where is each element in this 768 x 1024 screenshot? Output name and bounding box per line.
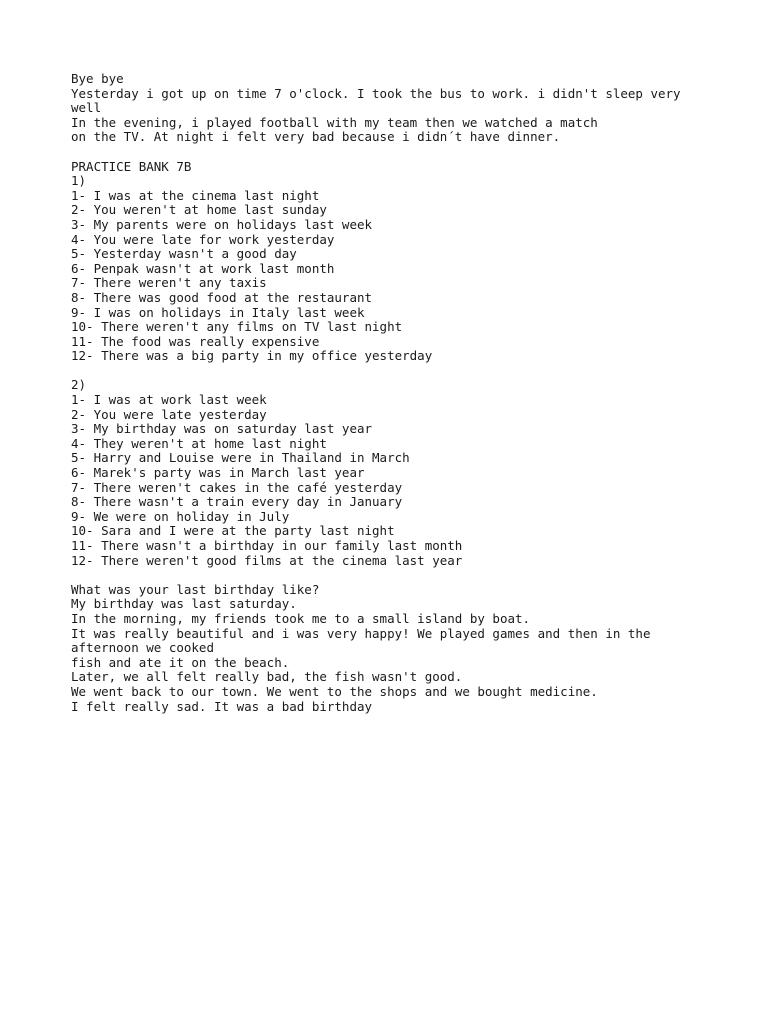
text-line: In the morning, my friends took me to a small island by boat. xyxy=(71,610,531,626)
practice-section xyxy=(71,160,691,569)
text-line: Yesterday i got up on time 7 o'clock. I took the bus to work. i didn't sleep very xyxy=(71,85,681,101)
blank-line xyxy=(71,364,691,379)
blank-line xyxy=(71,568,691,583)
list-item: 3- My birthday was on saturday last year xyxy=(71,421,373,437)
question-heading: What was your last birthday like? xyxy=(71,581,320,597)
list-item: 10- There weren't any films on TV last night xyxy=(71,319,403,335)
blank-line xyxy=(71,145,691,160)
list-item: 2- You were late yesterday xyxy=(71,406,267,422)
list-item: 11- The food was really expensive xyxy=(71,333,320,349)
text-line: Bye bye xyxy=(71,71,124,86)
text-line: In the evening, i played football with my team then we watched a match xyxy=(71,114,598,130)
list-item: 5- Yesterday wasn't a good day xyxy=(71,246,297,262)
list-item: 9- I was on holidays in Italy last week xyxy=(71,304,365,320)
list-item: 3- My parents were on holidays last week xyxy=(71,216,373,232)
list-item: 12- There was a big party in my office yesterday xyxy=(71,348,433,364)
list-item: 7- There weren't cakes in the café yesterday xyxy=(71,479,403,495)
list-item: 8- There wasn't a train every day in January xyxy=(71,494,403,510)
list-item: 8- There was good food at the restaurant xyxy=(71,289,373,305)
text-line: We went back to our town. We went to the shops and we bought medicine. xyxy=(71,683,598,699)
list-item: 1- I was at work last week xyxy=(71,392,267,408)
text-line: afternoon we cooked xyxy=(71,640,214,656)
text-line: well xyxy=(71,100,102,116)
list-item: 4- They weren't at home last night xyxy=(71,435,327,451)
text-line: Later, we all felt really bad, the fish wasn't good. xyxy=(71,669,463,685)
birthday-section xyxy=(71,583,691,714)
text-line: It was really beautiful and i was very happy! We played games and then in the xyxy=(71,625,651,641)
document-page xyxy=(71,72,691,714)
section-title: PRACTICE BANK 7B xyxy=(71,158,192,174)
exercise-list-2 xyxy=(71,393,691,568)
text-line: I felt really sad. It was a bad birthday xyxy=(71,698,373,714)
list-item: 2- You weren't at home last sunday xyxy=(71,202,327,218)
list-item: 7- There weren't any taxis xyxy=(71,275,267,291)
list-item: 5- Harry and Louise were in Thailand in March xyxy=(71,450,410,466)
intro-section xyxy=(71,72,691,145)
list-item: 12- There weren't good films at the cinema last year xyxy=(71,552,463,568)
exercise-list-1 xyxy=(71,189,691,364)
text-line: fish and ate it on the beach. xyxy=(71,654,290,670)
list-item: 6- Marek's party was in March last year xyxy=(71,465,365,481)
text-line: on the TV. At night i felt very bad because i didn´t have dinner. xyxy=(71,129,561,145)
part-label: 2) xyxy=(71,377,87,393)
list-item: 6- Penpak wasn't at work last month xyxy=(71,260,335,276)
text-line: My birthday was last saturday. xyxy=(71,596,297,612)
part-label: 1) xyxy=(71,173,87,189)
list-item: 4- You were late for work yesterday xyxy=(71,231,335,247)
list-item: 9- We were on holiday in July xyxy=(71,508,290,524)
list-item: 10- Sara and I were at the party last night xyxy=(71,523,395,539)
list-item: 11- There wasn't a birthday in our family last month xyxy=(71,538,463,553)
list-item: 1- I was at the cinema last night xyxy=(71,187,320,203)
